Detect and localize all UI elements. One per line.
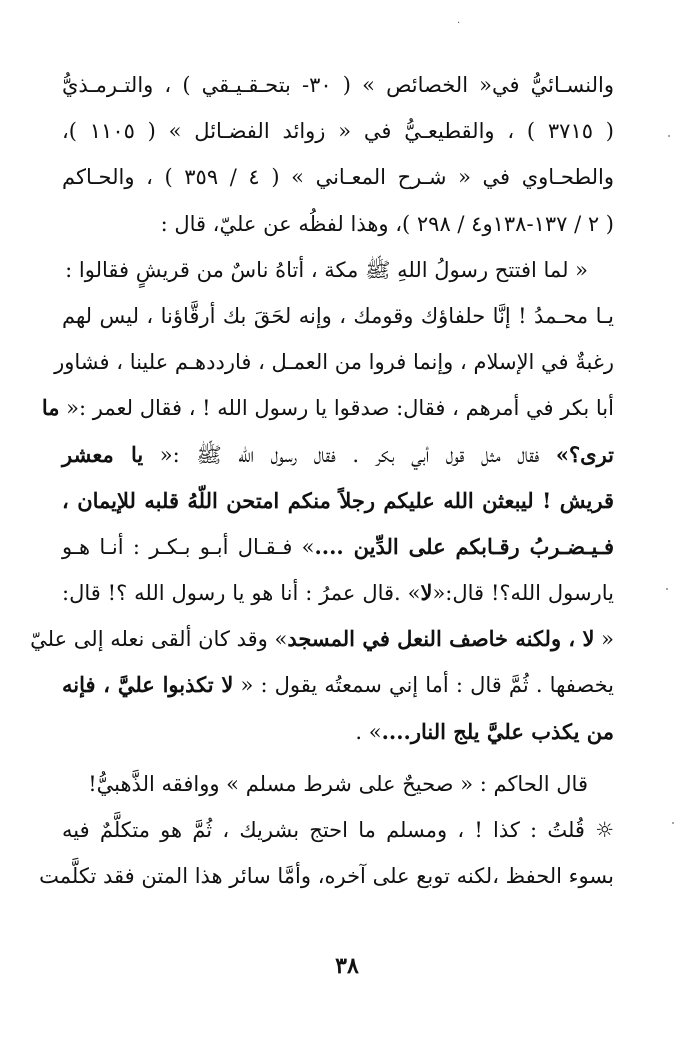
text-line	[62, 662, 614, 708]
text-run: » وقد كان ألقى نعله إلى عليّ	[30, 627, 288, 652]
bold-run: من يكذب عليَّ يلج النار....	[381, 718, 614, 744]
text-run: ☼ قُلتُ : كذا ! ، ومسلم ما احتج بشريك ، ثُمَّ هو متكلَّمٌ فيه	[62, 818, 614, 842]
text-line	[62, 62, 614, 108]
bold-run: يا معشر	[62, 441, 144, 467]
page-body-text	[30, 62, 615, 899]
text-run: أبا بكر في أمرهم ، فقال: صدقوا يا رسول الله ! ، فقال لعمر :«	[59, 396, 614, 421]
text-line	[30, 616, 614, 662]
text-run: يـا محـمدُ ! إنَّا حلفاؤك وقومك ، وإنه لحَقَ بك أرقَّاؤنا ، ليس لهم	[62, 303, 614, 328]
text-line	[54, 339, 614, 385]
text-line	[62, 478, 614, 524]
bold-run: لا ، ولكنه خاصف النعل في المسجد	[287, 626, 595, 652]
text-line	[62, 807, 614, 853]
text-line	[62, 570, 614, 616]
text-run: ( ٢ / ١٣٧-١٣٨و٤ / ٢٩٨ )، وهذا لفظُه عن عليّ، قال :	[160, 211, 614, 236]
text-line	[62, 432, 614, 478]
text-run: » فـقـال أبـو بـكـر : أنـا هـو	[62, 534, 315, 559]
text-line	[62, 293, 614, 339]
text-line	[62, 524, 614, 570]
bold-run: ما	[41, 395, 60, 421]
text-line	[62, 154, 614, 200]
text-run: «	[594, 627, 614, 652]
text-run: رغبةٌ في الإسلام ، وإنما فروا من العمـل ، فارددهـم علينا ، فشاور	[54, 350, 614, 375]
text-run: فقال مثل قول أبي بكر . فقال رسول الله ﷺ :«	[143, 442, 556, 467]
text-line	[62, 201, 614, 247]
scan-speck	[668, 135, 670, 137]
text-line	[39, 853, 614, 899]
text-run: قال الحاكم : « صحيحٌ على شرط مسلم » ووافقه الذَّهبيُّ!	[88, 771, 588, 796]
bold-run: لا تكذبوا عليَّ ، فإنه	[62, 672, 234, 698]
page-number: ٣٨	[335, 953, 359, 979]
text-run: » .قال عمرُ : أنا هو يا رسول الله ؟! قال:	[62, 581, 421, 606]
scan-speck	[672, 822, 674, 824]
bold-run: فـيـضـربُ رقـابكم على الدِّين ....	[314, 533, 614, 559]
text-run: والنسـائيُّ في« الخصائص » ( ٣٠- بتحـقـيـقي ) ، والتـرمـذيُّ	[62, 73, 615, 97]
text-run: ( ٣٧١٥ ) ، والقطيعـيُّ في « زوائد الفضـائل » ( ١١٠٥ )،	[62, 119, 614, 144]
text-run: بسوء الحفظ ،لكنه توبع على آخره، وأمَّا سائر هذا المتن فقد تكلَّمت	[39, 864, 614, 889]
text-run: والطحـاوي في « شـرح المعـاني » ( ٤ / ٣٥٩ ) ، والحـاكم	[62, 165, 614, 190]
text-line	[62, 761, 614, 807]
text-run: » .	[355, 719, 382, 744]
text-line	[62, 108, 614, 154]
text-run: « لما افتتح رسولُ اللهِ ﷺ مكة ، أتاهُ ناسٌ من قريشٍ فقالوا :	[65, 257, 588, 282]
top-mark: ·	[457, 18, 461, 29]
text-line	[41, 385, 614, 431]
bold-run: لا	[420, 580, 433, 606]
text-run: يارسول الله؟! قال:«	[432, 581, 614, 606]
scan-speck	[666, 588, 668, 590]
bold-run: ترى؟»	[555, 441, 614, 467]
bold-run: قريش ! ليبعثن الله عليكم رجلاً منكم امتحن اللّهُ قلبه للإيمان ،	[62, 487, 614, 513]
text-line	[62, 247, 614, 293]
text-run: يخصفها . ثُمَّ قال : أما إني سمعتُه يقول : «	[233, 673, 614, 698]
text-line	[62, 709, 614, 755]
